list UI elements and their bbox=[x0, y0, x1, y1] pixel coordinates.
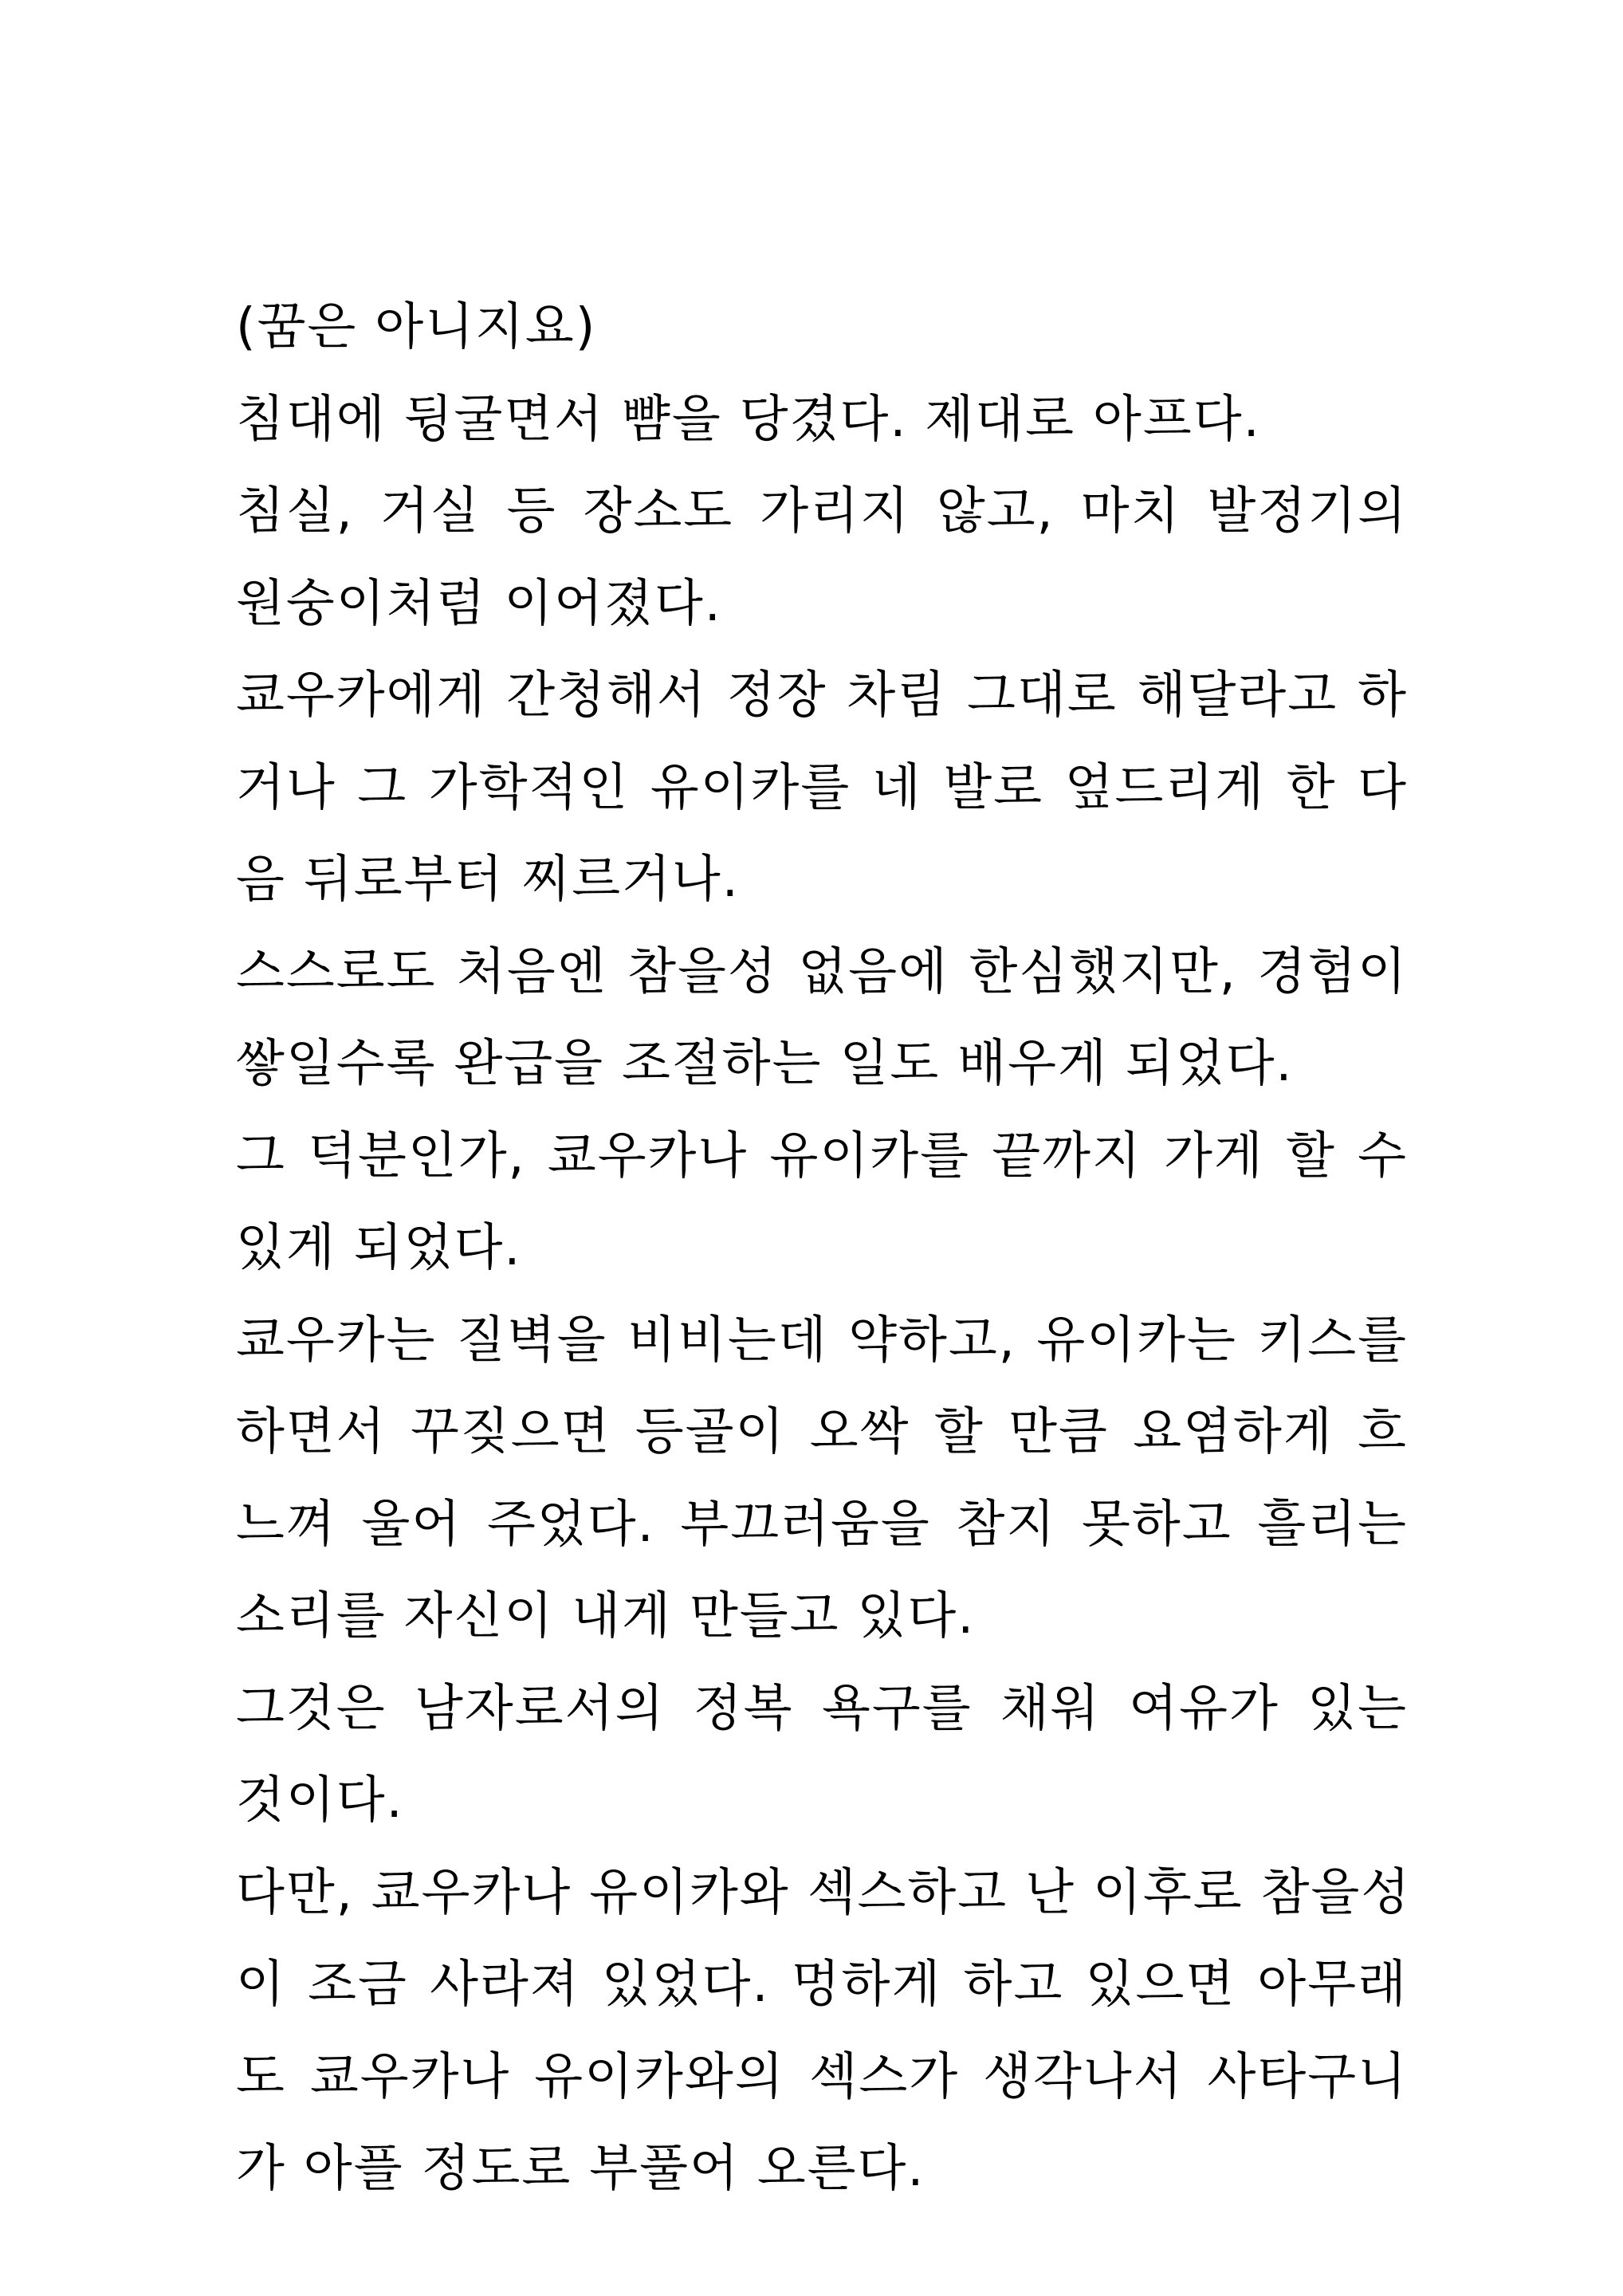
text-line: 침실, 거실 등 장소도 가리지 않고, 마치 발정기의 bbox=[236, 482, 1408, 540]
text-line: 느껴 울어 주었다. 부끄러움을 참지 못하고 흘리는 bbox=[236, 1494, 1408, 1553]
text-line: 쌓일수록 완급을 조절하는 일도 배우게 되었다. bbox=[236, 1034, 1294, 1092]
text-line: 이 조금 사라져 있었다. 멍하게 하고 있으면 아무래 bbox=[236, 1955, 1408, 2013]
text-line: 쿄우카에게 간청해서 정장 차림 그대로 해달라고 하 bbox=[236, 666, 1408, 724]
text-line: 음 뒤로부터 찌르거나. bbox=[236, 850, 740, 908]
text-line: 소리를 자신이 내게 만들고 있다. bbox=[236, 1586, 976, 1645]
text-line: 거나 그 가학적인 유이카를 네 발로 엎드리게 한 다 bbox=[236, 757, 1408, 816]
text-line: 하면서 꾸짖으면 등골이 오싹 할 만큼 요염하게 흐 bbox=[236, 1402, 1408, 1461]
text-line: 원숭이처럼 이어졌다. bbox=[236, 573, 722, 632]
text-line: 침대에 뒹굴면서 뺨을 당겼다. 제대로 아프다. bbox=[236, 389, 1261, 448]
text-line: 그 덕분인가, 쿄우카나 유이카를 끝까지 가게 할 수 bbox=[236, 1126, 1408, 1185]
body-text bbox=[236, 281, 1412, 2215]
text-line: 쿄우카는 질벽을 비비는데 약하고, 유이카는 키스를 bbox=[236, 1310, 1408, 1369]
text-line: 스스로도 처음엔 참을성 없음에 한심했지만, 경험이 bbox=[236, 942, 1408, 1001]
text-line: 있게 되었다. bbox=[236, 1218, 522, 1276]
text-line: 도 쿄우카나 유이카와의 섹스가 생각나서 사타구니 bbox=[236, 2046, 1408, 2105]
text-line: (꿈은 아니지요) bbox=[236, 297, 597, 356]
text-line: 그것은 남자로서의 정복 욕구를 채워 여유가 있는 bbox=[236, 1678, 1408, 1737]
text-line: 것이다. bbox=[236, 1771, 404, 1829]
text-line: 가 아플 정도로 부풀어 오른다. bbox=[236, 2139, 925, 2197]
text-line: 다만, 쿄우카나 유이카와 섹스하고 난 이후로 참을성 bbox=[236, 1862, 1412, 1921]
